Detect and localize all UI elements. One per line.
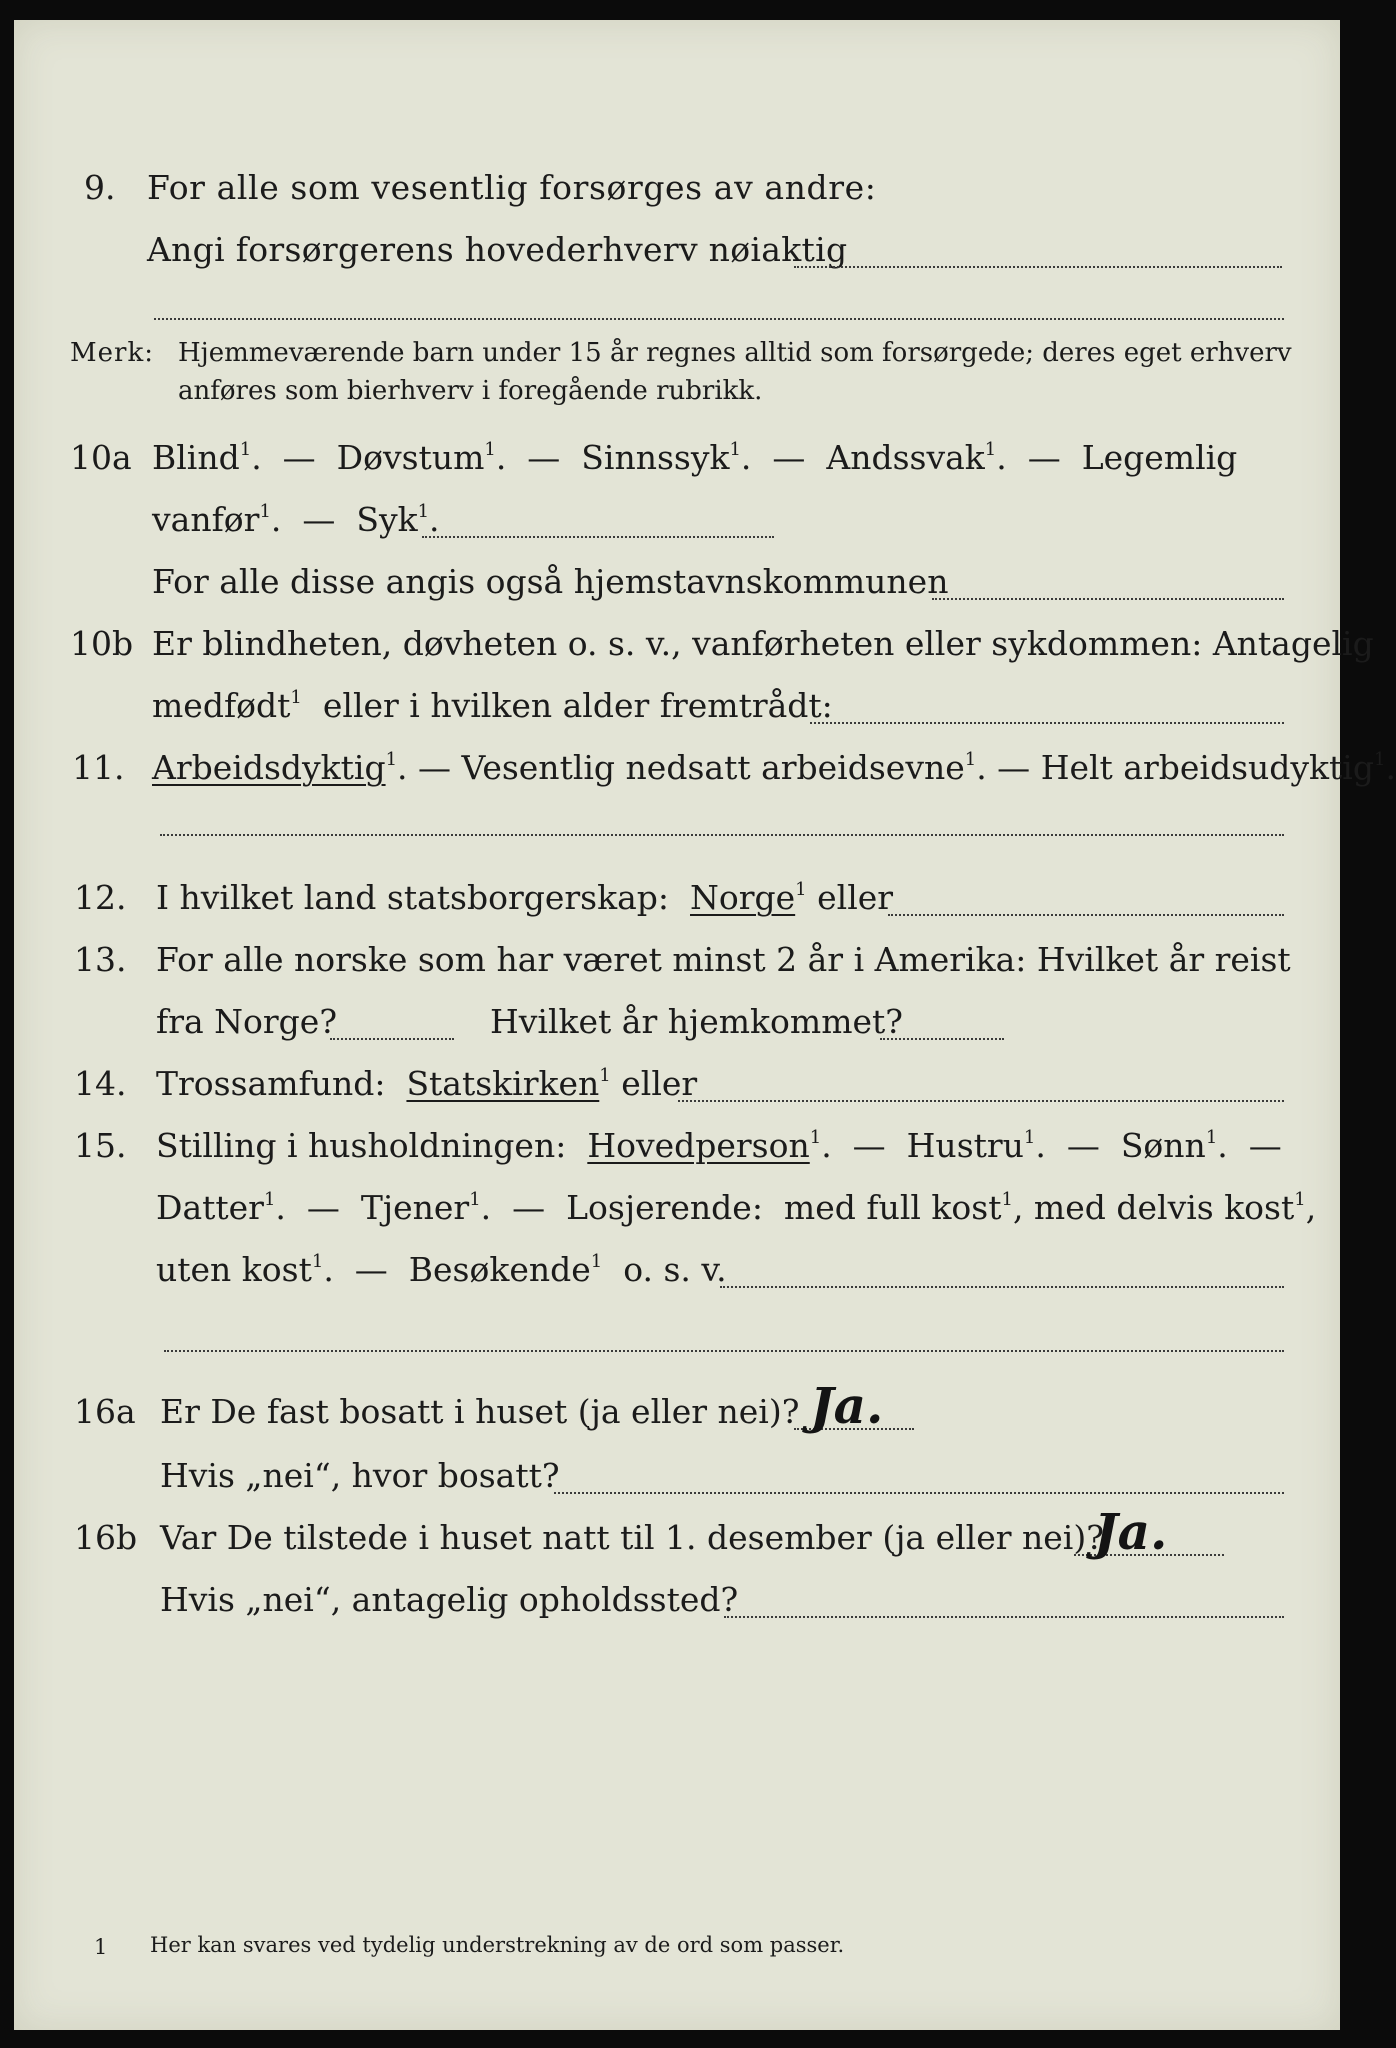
- q10a-line2: vanfør$^1$. — Syk$^1$.: [152, 500, 440, 539]
- q11-extra-line: [160, 834, 1284, 836]
- q14-answer-line: [678, 1100, 1284, 1102]
- q10b-line1: Er blindheten, døvheten o. s. v., vanførheten eller sykdommen: Antagelig: [152, 624, 1374, 663]
- q13-fra-label: fra Norge?: [156, 1002, 338, 1041]
- footnote-mark: 1: [94, 1935, 108, 1959]
- q16b-handwritten-answer: Ja.: [1094, 1502, 1168, 1561]
- q15-extra-line: [164, 1350, 1284, 1352]
- q11-line1: Arbeidsdyktig$^1$. — Vesentlig nedsatt arbeidsevne$^1$. — Helt arbeidsudyktig$^1$.: [152, 748, 1396, 787]
- q13-number: 13.: [74, 940, 127, 979]
- q9-extra-line: [154, 318, 1284, 320]
- dovstum-option[interactable]: Døvstum: [336, 438, 485, 477]
- q10a-kommune-line: [932, 598, 1284, 600]
- medfodt-option[interactable]: medfødt: [152, 686, 291, 725]
- norge-option[interactable]: Norge: [690, 878, 796, 917]
- q12-line: I hvilket land statsborgerskap: Norge$^1$ eller: [156, 878, 894, 917]
- merk-line1: Hjemmeværende barn under 15 år regnes alltid som forsørgede; deres eget erhverv: [178, 338, 1292, 368]
- legemlig-option[interactable]: Legemlig: [1081, 438, 1238, 477]
- q10a-line1: Blind$^1$. — Døvstum$^1$. — Sinnssyk$^1$. — Andssvak$^1$. — Legemlig: [152, 438, 1238, 477]
- udyktig-option[interactable]: Helt arbeidsudyktig: [1040, 748, 1374, 787]
- q15-answer-line: [720, 1286, 1284, 1288]
- q12-answer-line: [888, 914, 1284, 916]
- q16a-handwritten-answer: Ja.: [810, 1376, 884, 1435]
- q9-answer-line: [794, 266, 1282, 268]
- q13-hjem-line: [880, 1038, 1004, 1040]
- delviskost-option[interactable]: med delvis kost: [1033, 1188, 1295, 1227]
- sinnssyk-option[interactable]: Sinnssyk: [581, 438, 730, 477]
- q10b-answer-line: [810, 722, 1284, 724]
- fullkost-option[interactable]: med full kost: [783, 1188, 1002, 1227]
- q16b-number: 16b: [74, 1518, 138, 1557]
- q10b-number: 10b: [70, 624, 134, 663]
- q15-line2: Datter$^1$. — Tjener$^1$. — Losjerende: med full kost$^1$, med delvis kost$^1$,: [156, 1188, 1317, 1227]
- footnote-text: Her kan svares ved tydelig understrekning av de ord som passer.: [150, 1933, 845, 1957]
- merk-line2: anføres som bierhverv i foregående rubrikk.: [178, 376, 763, 406]
- q15-line3: uten kost$^1$. — Besøkende$^1$ o. s. v.: [156, 1250, 727, 1289]
- q14-line: Trossamfund: Statskirken$^1$ eller: [156, 1064, 698, 1103]
- andssvak-option[interactable]: Andssvak: [826, 438, 985, 477]
- vanfor-option[interactable]: vanfør: [152, 500, 260, 539]
- q10b-line2: medfødt$^1$ eller i hvilken alder fremtrådt:: [152, 686, 833, 725]
- tjener-option[interactable]: Tjener: [360, 1188, 470, 1227]
- q10a-syk-line: [422, 536, 774, 538]
- hustru-option[interactable]: Hustru: [906, 1126, 1024, 1165]
- q13-fra-line: [330, 1038, 454, 1040]
- nedsatt-option[interactable]: Vesentlig nedsatt arbeidsevne: [461, 748, 965, 787]
- q10a-line3: For alle disse angis også hjemstavnskommunen: [152, 562, 949, 601]
- hovedperson-option[interactable]: Hovedperson: [587, 1126, 810, 1165]
- arbeidsdyktig-option[interactable]: Arbeidsdyktig: [152, 748, 386, 787]
- q12-number: 12.: [74, 878, 127, 917]
- merk-label: Merk:: [70, 338, 154, 368]
- q13-line1: For alle norske som har været minst 2 år i Amerika: Hvilket år reist: [156, 940, 1291, 979]
- q14-number: 14.: [74, 1064, 127, 1103]
- q16a-number: 16a: [74, 1392, 136, 1431]
- q9-line2: Angi forsørgerens hovederhverv nøiaktig: [147, 230, 848, 269]
- form-page: [14, 20, 1396, 2030]
- besokende-option[interactable]: Besøkende: [408, 1250, 591, 1289]
- utenkost-option[interactable]: uten kost: [156, 1250, 312, 1289]
- q15-number: 15.: [74, 1126, 127, 1165]
- q16a-bosatt-line: [554, 1492, 1284, 1494]
- q16b-line2: Hvis „nei“, antagelig opholdssted?: [160, 1580, 739, 1619]
- syk-option[interactable]: Syk: [356, 500, 418, 539]
- datter-option[interactable]: Datter: [156, 1188, 264, 1227]
- sonn-option[interactable]: Sønn: [1120, 1126, 1206, 1165]
- q11-number: 11.: [72, 748, 125, 787]
- q16b-opholdssted-line: [724, 1616, 1284, 1618]
- q15-line1: Stilling i husholdningen: Hovedperson$^1$. — Hustru$^1$. — Sønn$^1$. —: [156, 1126, 1282, 1165]
- q16a-line1: Er De fast bosatt i huset (ja eller nei)?: [160, 1392, 800, 1431]
- blind-option[interactable]: Blind: [152, 438, 240, 477]
- q9-line1: For alle som vesentlig forsørges av andre:: [147, 168, 877, 207]
- q10a-number: 10a: [70, 438, 132, 477]
- q16b-line1: Var De tilstede i huset natt til 1. desember (ja eller nei)?: [160, 1518, 1104, 1557]
- statskirken-option[interactable]: Statskirken: [406, 1064, 600, 1103]
- q13-hjem-label: Hvilket år hjemkommet?: [490, 1002, 903, 1041]
- q16a-line2: Hvis „nei“, hvor bosatt?: [160, 1456, 560, 1495]
- q9-number: 9.: [84, 168, 116, 207]
